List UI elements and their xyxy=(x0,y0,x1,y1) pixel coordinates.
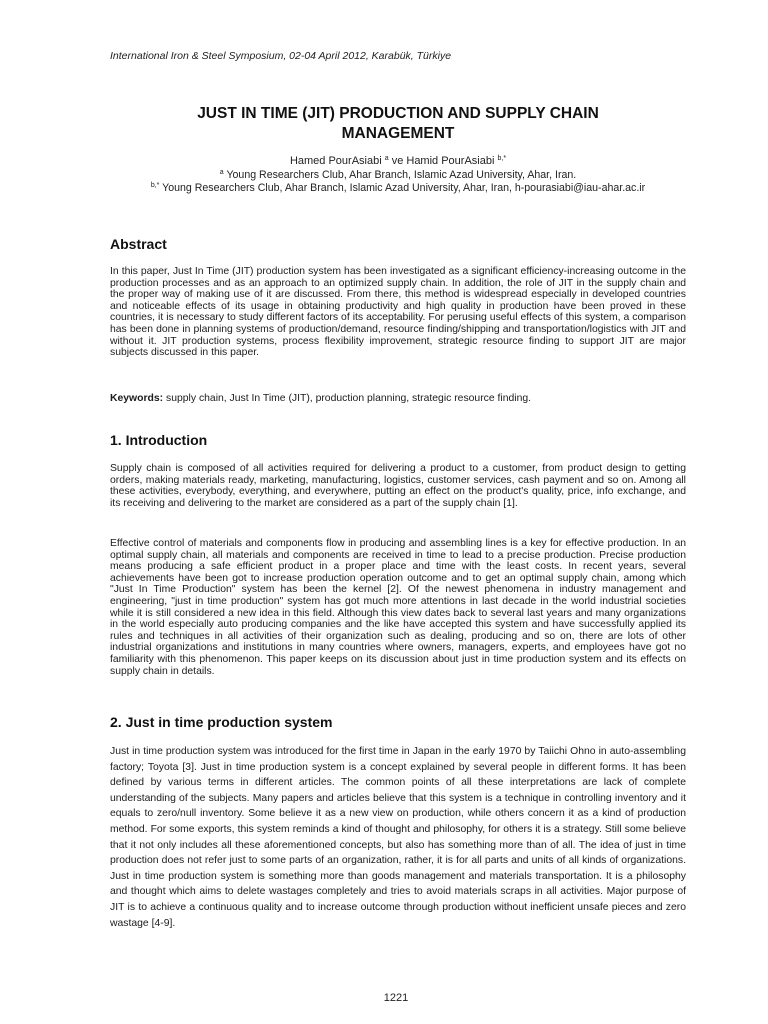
title-line-1: JUST IN TIME (JIT) PRODUCTION AND SUPPLY CHAIN xyxy=(197,105,599,122)
affiliation-b xyxy=(100,182,696,194)
keywords xyxy=(110,393,686,405)
keywords-text: supply chain, Just In Time (JIT), production planning, strategic resource finding. xyxy=(166,393,532,404)
section-1-paragraph-2: Effective control of materials and components flow in producing and assembling lines is a key for effective production. In an optimal supply chain, all materials and components are received in time to lead to a precise production. Precise production means producing a safe efficient product in a proper place and time with the least costs. In recent years, several achievements have been got to increase production operation outcome and to get an optimal supply chain, among which "Just In Time Production" system has been the kernel [2]. Of the newest phenomena in industry management and engineering, "just in time production" system has got much more attentions in last decade in the world industrial societies while it is still considered a new idea in this field. Although this view dates back to several last years and many organizations in the world especially auto producing companies and the like have accepted this system and have successfully applied its rules and techniques in all activities of their organization such as dealing, producing and so on, there are lots of other industrial organizations and institutions in many countries where owners, managers, experts, and employees have got no familiarity with this phenomenon. This paper keeps on its discussion about just in time production system and its effects on supply chain in details. xyxy=(110,538,686,677)
affiliation-a-sup: a xyxy=(219,169,224,176)
running-head: International Iron & Steel Symposium, 02-04 April 2012, Karabük, Türkiye xyxy=(110,50,452,62)
abstract-heading: Abstract xyxy=(110,236,167,252)
section-2-heading: 2. Just in time production system xyxy=(110,714,333,730)
page-number: 1221 xyxy=(383,992,409,1004)
title-line-2: MANAGEMENT xyxy=(341,125,455,142)
section-1-paragraph-1: Supply chain is composed of all activities required for delivering a product to a customer, from product design to getting orders, making materials ready, marketing, manufacturing, logistics, customer services, cash payment and so on. Among all these activities, everybody, everything, and everywhere, putting an effect on the product's quality, price, info exchange, and its receiving and delivering to the market are considered as a part of the supply chain [1]. xyxy=(110,463,686,509)
author-connector: ve xyxy=(391,155,404,167)
section-2-paragraph-1: Just in time production system was introduced for the first time in Japan in the early 1970 by Taiichi Ohno in auto-assembling factory; Toyota [3]. Just in time production system is a concept explained by several people in different forms. It has been defined by various terms in different articles. The common points of all these interpretations are lack of complete understanding of the subjects. Many papers and articles believe that this system is a technique in controlling inventory and it equals to zero/null inventory. Some believe it as a new view on production, while others concern it as a kind of production method. For some exports, this system reminds a kind of thought and philosophy, for others it is a strategy. Still some believe that it not only includes all these aforementioned concepts, but also has something more than of all. The idea of just in time production does not refer just to some parts of an organization, rather, it is for all parts and units of all kinds of organizations. Just in time production system is something more than goods management and materials transportation. It is a philosophy and thought which aims to delete wastages completely and tries to avoid materials scraps in all activities. Major purpose of JIT is to achieve a continuous quality and to increase outcome through production without inefficient unsafe pieces and zero wastage [4-9]. xyxy=(110,746,686,929)
author-line xyxy=(100,155,696,167)
keywords-label: Keywords: xyxy=(110,393,164,404)
author-2: Hamid PourAsiabi xyxy=(406,155,495,167)
author-1-sup: a xyxy=(384,155,389,162)
affiliation-b-sup: b,* xyxy=(150,182,160,189)
affiliation-b-text: Young Researchers Club, Ahar Branch, Islamic Azad University, Ahar, Iran, h-pourasiabi@iau-ahar.ac.ir xyxy=(162,182,646,194)
author-1: Hamed PourAsiabi xyxy=(289,155,382,167)
affiliation-a-text: Young Researchers Club, Ahar Branch, Islamic Azad University, Ahar, Iran. xyxy=(226,169,577,181)
author-2-sup: b,* xyxy=(497,155,507,162)
abstract-text: In this paper, Just In Time (JIT) production system has been investigated as a significant efficiency-increasing outcome in the production processes and as an approach to an optimized supply chain. In addition, the role of JIT in the supply chain and the proper way of making use of it are discussed. From there, this method is widespread especially in developed countries and noticeable effects of its usage in obtaining productivity and high quality in production have been proved in these countries, it is necessary to study different factors of its acceptability. For perusing useful effects of this system, a comparison has been done in planning systems of production/demand, resource finding/shipping and transportation/logistics with JIT and without it. JIT production systems, process flexibility improvement, strategic resource finding to support JIT are major subjects discussed in this paper. xyxy=(110,266,686,359)
affiliation-a xyxy=(100,169,696,181)
section-1-heading: 1. Introduction xyxy=(110,432,208,448)
paper-title xyxy=(100,104,696,144)
